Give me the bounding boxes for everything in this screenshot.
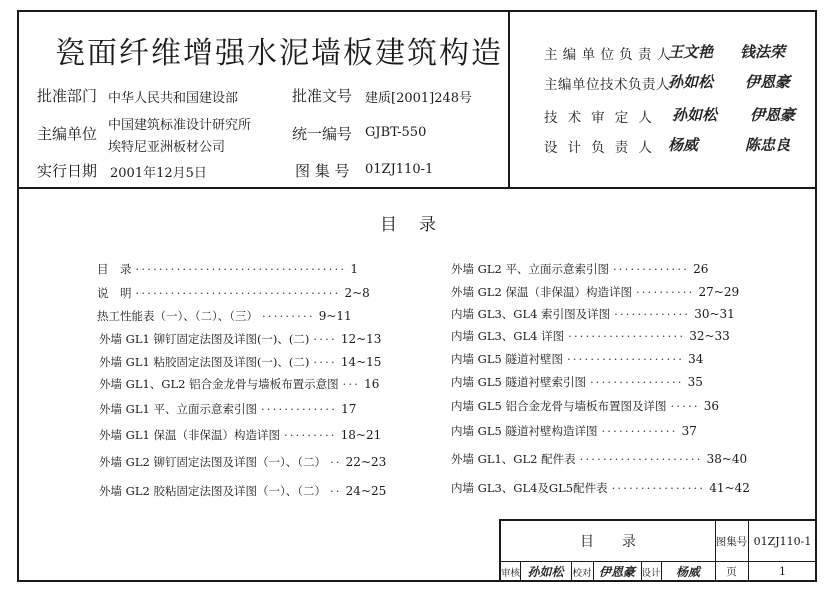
toc-item[interactable]: 外墙 GL1 平、立面示意索引图 ············· 17 <box>99 402 357 416</box>
toc-item[interactable]: 内墙 GL5 隧道衬壁索引图 ················ 35 <box>451 375 703 389</box>
toc-item[interactable]: 热工性能表（一）、（二）、（三） ········· 9~11 <box>97 309 352 323</box>
unified-no-label: 统一编号 <box>292 125 353 143</box>
responsible-role-4: 设 计 负 责 人 <box>544 140 653 156</box>
signature: 杨威 <box>668 136 699 154</box>
toc-item[interactable]: 外墙 GL1 铆钉固定法图及详图(一)、(二) ···· 12~13 <box>99 332 382 346</box>
approval-doc-value: 建质[2001]248号 <box>365 91 473 106</box>
signature: 孙如松 <box>668 73 714 91</box>
toc-item[interactable]: 内墙 GL5 隧道衬壁图 ···················· 34 <box>451 352 704 366</box>
page-value: 1 <box>779 565 786 578</box>
toc-item[interactable]: 外墙 GL2 保温（非保温）构造详图 ·········· 27~29 <box>451 285 740 299</box>
toc-item[interactable]: 内墙 GL5 铝合金龙骨与墙板布置图及详图 ····· 36 <box>451 399 720 413</box>
toc-item[interactable]: 外墙 GL2 平、立面示意索引图 ············· 26 <box>451 262 709 276</box>
approval-dept-label: 批准部门 <box>37 87 98 105</box>
signature: 伊恩豪 <box>750 106 796 124</box>
title-block <box>499 519 815 580</box>
toc-item[interactable]: 内墙 GL3、GL4及GL5配件表 ················ 41~42 <box>451 481 750 495</box>
check-signature: 伊恩豪 <box>598 565 635 579</box>
responsible-role-1: 主 编 单 位 负 责 人 <box>544 47 671 63</box>
toc-item[interactable]: 外墙 GL1、GL2 铝合金龙骨与墙板布置示意图 ··· 16 <box>99 377 380 391</box>
responsible-role-3: 技 术 审 定 人 <box>544 110 653 126</box>
toc-item[interactable]: 内墙 GL3、GL4 详图 ···················· 32~33 <box>451 329 730 343</box>
atlas-no-value: 01ZJ110-1 <box>753 534 812 548</box>
signature: 王文艳 <box>668 43 714 61</box>
page-label: 页 <box>726 566 737 578</box>
toc-item[interactable]: 内墙 GL3、GL4 索引图及详图 ············· 30~31 <box>451 307 735 321</box>
design-label: 设计 <box>641 567 661 579</box>
editor-unit-label: 主编单位 <box>37 125 98 143</box>
toc-item[interactable]: 外墙 GL1、GL2 配件表 ····················· 38~40 <box>451 452 748 466</box>
unified-no-value: GJBT-550 <box>365 125 427 140</box>
toc-item[interactable]: 说 明 ··································· 2~8 <box>97 286 370 300</box>
sheet-title: 目 录 <box>580 534 636 550</box>
toc-item[interactable]: 外墙 GL2 铆钉固定法图及详图（一）、（二） ·· 22~23 <box>99 455 387 469</box>
design-signature: 杨威 <box>675 565 700 579</box>
header-divider <box>17 187 815 189</box>
toc-item[interactable]: 内墙 GL5 隧道衬壁构造详图 ············· 37 <box>451 424 697 438</box>
toc-item[interactable]: 外墙 GL1 保温（非保温）构造详图 ········· 18~21 <box>99 428 382 442</box>
effective-date-value: 2001年12月5日 <box>110 166 207 181</box>
responsible-role-2: 主编单位技术负责人 <box>544 77 670 93</box>
check-label: 校对 <box>572 567 592 579</box>
signature: 伊恩豪 <box>745 73 791 91</box>
header-vertical-divider <box>508 10 510 188</box>
approval-dept-value: 中华人民共和国建设部 <box>108 91 239 106</box>
atlas-no-label: 图 集 号 <box>295 162 350 180</box>
signature: 陈忠良 <box>745 136 791 154</box>
editor-unit-value-2: 埃特尼亚洲板材公司 <box>108 140 226 155</box>
editor-unit-value-1: 中国建筑标准设计研究所 <box>108 118 252 133</box>
effective-date-label: 实行日期 <box>37 162 98 180</box>
approval-doc-label: 批准文号 <box>292 87 353 105</box>
signature: 钱法荣 <box>740 43 786 61</box>
signature: 孙如松 <box>672 106 718 124</box>
atlas-no-label: 图集号 <box>715 535 748 548</box>
atlas-title: 瓷面纤维增强水泥墙板建筑构造 <box>55 36 503 71</box>
review-label: 审核 <box>501 567 521 579</box>
toc-heading: 目录 <box>380 215 458 235</box>
toc-item[interactable]: 外墙 GL1 粘胶固定法图及详图(一)、(二) ···· 14~15 <box>99 355 382 369</box>
review-signature: 孙如松 <box>527 565 564 579</box>
toc-item[interactable]: 外墙 GL2 胶粘固定法图及详图（一）、（二） ·· 24~25 <box>99 484 387 498</box>
toc-item[interactable]: 目 录 ···································· 1 <box>97 262 358 276</box>
atlas-no-value: 01ZJ110-1 <box>365 162 434 177</box>
